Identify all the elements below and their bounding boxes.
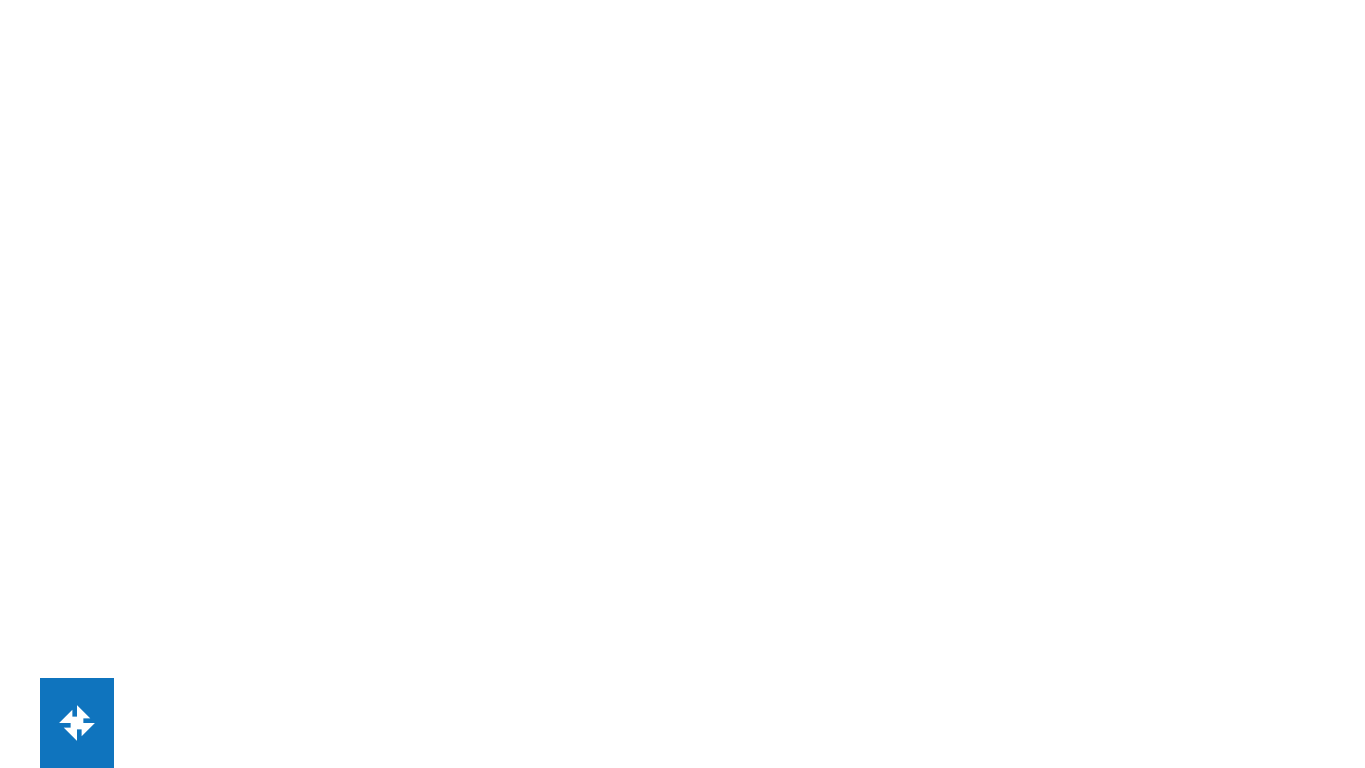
- lee-logo-mark: [51, 697, 103, 749]
- footnotes: [175, 663, 1287, 674]
- company-logo: [40, 678, 114, 768]
